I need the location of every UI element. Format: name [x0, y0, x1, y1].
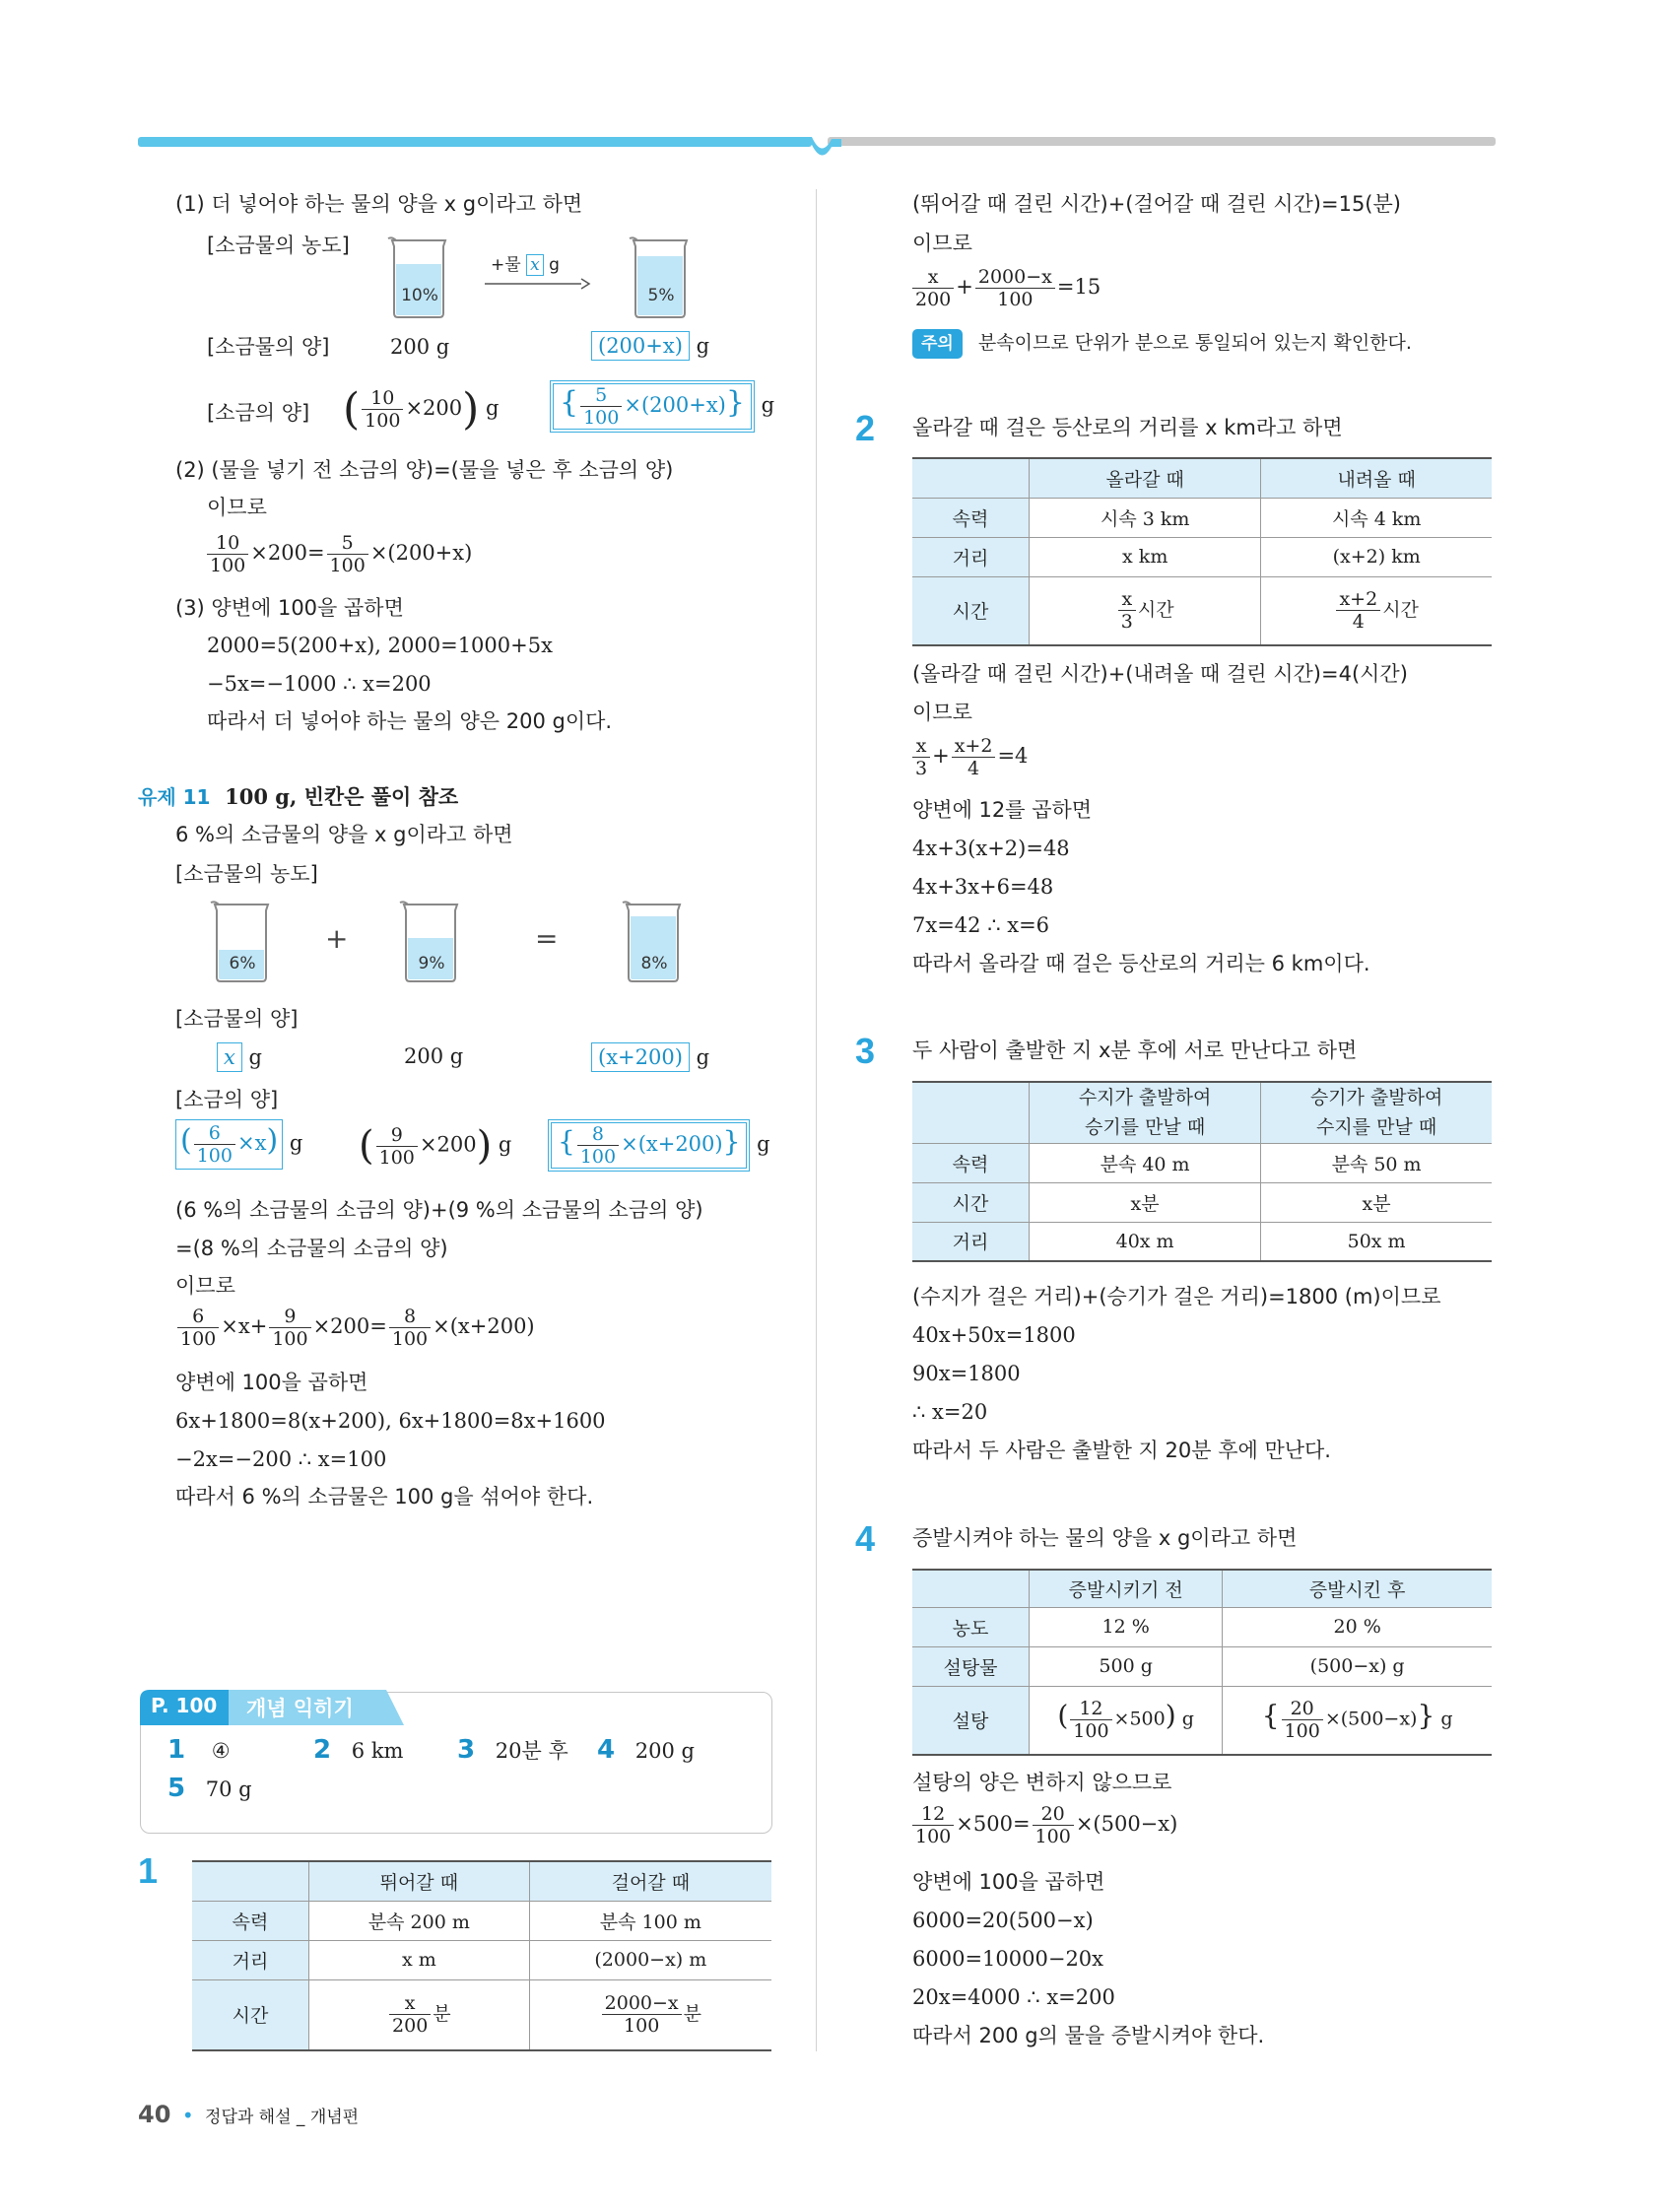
q4-line5: 20x=4000 ∴ x=200: [912, 1985, 1115, 2009]
q4-s1-den: 100: [1073, 1720, 1109, 1743]
concept-answer-5-num: 5: [167, 1774, 186, 1803]
example-eq-d3: 100: [391, 1328, 429, 1350]
q4-s1-unit: g: [1181, 1708, 1194, 1730]
p2-eq-end: ×(200+x): [369, 541, 473, 565]
q2-row-speed-down: 시속 4 km: [1261, 498, 1492, 537]
example-eq-t2: ×200=: [312, 1314, 387, 1338]
water-amount-after-box: (200+x): [591, 331, 690, 361]
question-2-number: 2: [855, 408, 876, 448]
concept-answer-2-num: 2: [313, 1735, 332, 1765]
example-salt-2-den: 100: [378, 1146, 415, 1169]
q2-th-1: 올라갈 때: [1030, 458, 1261, 498]
example-salt-2: ( $\frac{9}{100}$ ×200) g: [359, 1123, 512, 1169]
q1-time2-den: 100: [624, 2015, 660, 2038]
q3-row-time-2: x분: [1261, 1182, 1492, 1222]
arrow-label-var: x: [526, 254, 544, 276]
q2-eq-end: =4: [997, 744, 1029, 768]
example-water-3-unit: g: [696, 1045, 710, 1069]
example-heading: [138, 783, 458, 811]
salt-after-rest: ×(200+x): [624, 393, 726, 417]
concept-answer-3-num: 3: [457, 1735, 476, 1765]
salt-before-num: 10: [362, 387, 403, 410]
example-water-1-unit: g: [248, 1045, 262, 1069]
question-1-number: 1: [138, 1850, 159, 1891]
q3-line2: 40x+50x=1800: [912, 1323, 1076, 1347]
water-amount-after-unit: g: [696, 334, 710, 358]
example-salt-2-rest: ×200: [419, 1132, 477, 1157]
q2-equation: [910, 735, 1028, 779]
salt-before-expr: ( $\frac{10}{100}$ ×200) g: [343, 384, 500, 435]
q3-line4: ∴ x=20: [912, 1400, 988, 1424]
example-salt-2-unit: g: [498, 1132, 512, 1157]
header-notch: [802, 137, 841, 161]
p2-eq-d1: 100: [210, 555, 246, 576]
q4-s1-num: 12: [1070, 1698, 1111, 1720]
q2-eq-n1: x: [912, 735, 930, 758]
example-salt-3-den: 100: [579, 1146, 617, 1168]
q2-row-time-label: 시간: [912, 576, 1030, 645]
header-gray-bar: [828, 137, 1496, 146]
p3-line4: 따라서 더 넣어야 하는 물의 양은 200 g이다.: [207, 709, 613, 733]
q1-equation: [910, 266, 1101, 310]
q1-eq-d2: 100: [997, 289, 1034, 310]
q4-row-solution-before: 500 g: [1030, 1646, 1223, 1686]
concept-title: 개념 익히기: [246, 1697, 354, 1720]
q2-line1: (올라갈 때 걸린 시간)+(내려올 때 걸린 시간)=4(시간): [912, 662, 1408, 686]
q2-t1-num: x: [1118, 588, 1136, 611]
p2-eq-n2: 5: [327, 532, 368, 555]
salt-before-unit: g: [485, 396, 500, 420]
q4-s1-rest: ×500: [1113, 1708, 1166, 1730]
example-salt-3-num: 8: [577, 1123, 619, 1146]
note-line: [912, 329, 1412, 359]
question-3-table: [912, 1081, 1492, 1262]
beaker-8pct-label: 8%: [640, 954, 668, 973]
q1-line1: (뛰어갈 때 걸린 시간)+(걸어갈 때 걸린 시간)=15(분): [912, 192, 1401, 216]
q1-eq-d1: 200: [915, 289, 952, 310]
footer-title: 정답과 해설 _ 개념편: [205, 2108, 360, 2127]
q4-eq-d1: 100: [915, 1826, 952, 1847]
q4-row-sugar-after: { $\frac{20}{100}$ ×(500−x)} g: [1223, 1686, 1492, 1755]
q3-row-dist-1: 40x m: [1030, 1222, 1261, 1261]
q1-time1-unit: 분: [433, 2003, 451, 2026]
q1-row-dist-label: 거리: [192, 1940, 309, 1979]
salt-before-den: 100: [365, 410, 401, 432]
q2-eq-n2: x+2: [952, 735, 996, 758]
example-answer: 100 g, 빈칸은 풀이 참조: [225, 784, 459, 809]
q1-th-2: 걸어갈 때: [529, 1861, 771, 1901]
label-concentration: [소금물의 농도]: [207, 234, 350, 257]
q1-row-speed-walk: 분속 100 m: [529, 1901, 771, 1940]
q4-th-2: 증발시킨 후: [1223, 1570, 1492, 1607]
q1-th-1: 뛰어갈 때: [309, 1861, 530, 1901]
concept-answer-4-num: 4: [597, 1735, 616, 1765]
q1-line2: 이므로: [912, 232, 972, 255]
q4-row-sugar-before: ( $\frac{12}{100}$ ×500) g: [1030, 1686, 1223, 1755]
q2-row-dist-label: 거리: [912, 537, 1030, 576]
example-label-salt: [소금의 양]: [175, 1088, 279, 1111]
p2-eq-n1: 10: [207, 532, 248, 555]
beaker-5pct-label: 5%: [647, 286, 675, 305]
example-water-1-box: x: [217, 1042, 242, 1072]
q1-th-0: [192, 1861, 309, 1901]
q3-row-speed-2: 분속 50 m: [1261, 1143, 1492, 1182]
example-line5: 양변에 100을 곱하면: [175, 1371, 368, 1394]
water-amount-before: 200 g: [390, 335, 450, 359]
example-line1: 6 %의 소금물의 양을 x g이라고 하면: [175, 823, 513, 846]
example-water-3-box: (x+200): [591, 1042, 690, 1072]
q4-eq-end: ×(500−x): [1075, 1812, 1178, 1836]
q4-line3: 6000=20(500−x): [912, 1909, 1094, 1932]
q4-row-solution-after: (500−x) g: [1223, 1646, 1492, 1686]
q2-eq-d1: 3: [915, 758, 928, 779]
q2-row-time-down: [1261, 576, 1492, 645]
concept-answer-1: [167, 1736, 231, 1765]
p2-equation: [205, 532, 472, 576]
q2-th-2: 내려올 때: [1261, 458, 1492, 498]
q3-row-time-label: 시간: [912, 1182, 1030, 1222]
q3-row-speed-1: 분속 40 m: [1030, 1143, 1261, 1182]
q4-row-conc-label: 농도: [912, 1607, 1030, 1646]
q2-line6: 7x=42 ∴ x=6: [912, 913, 1050, 937]
concept-answer-3: [457, 1736, 568, 1765]
example-eq-n1: 6: [177, 1306, 219, 1328]
q3-line1: (수지가 걸은 거리)+(승기가 걸은 거리)=1800 (m)이므로: [912, 1285, 1441, 1308]
example-salt-3-rest: ×(x+200): [621, 1132, 723, 1156]
q1-row-dist-run: x m: [309, 1940, 530, 1979]
q4-s2-unit: g: [1440, 1708, 1453, 1730]
example-eq-n2: 9: [269, 1306, 310, 1328]
q3-intro: 두 사람이 출발한 지 x분 후에 서로 만난다고 하면: [912, 1039, 1358, 1062]
q2-row-time-up: [1030, 576, 1261, 645]
q2-t1-den: 3: [1120, 611, 1133, 634]
q4-equation: [910, 1803, 1177, 1847]
example-eq-d2: 100: [272, 1328, 308, 1350]
concept-answer-1-num: 1: [167, 1735, 186, 1765]
q2-line7: 따라서 올라갈 때 걸은 등산로의 거리는 6 km이다.: [912, 952, 1370, 975]
concept-page: P. 100: [151, 1694, 218, 1717]
p2-line1: (2) (물을 넣기 전 소금의 양)=(물을 넣은 후 소금의 양): [175, 458, 674, 482]
q4-s2-den: 100: [1284, 1720, 1320, 1743]
concept-answer-4-val: 200 g: [634, 1739, 695, 1763]
example-salt-1-num: 6: [194, 1122, 235, 1145]
example-label-water: [소금물의 양]: [175, 1007, 299, 1031]
concept-answer-1-val: ④: [211, 1739, 231, 1763]
concept-answer-5: [167, 1775, 252, 1803]
q1-row-time-label: 시간: [192, 1979, 309, 2050]
q2-line2: 이므로: [912, 701, 972, 724]
q2-t1-unit: 시간: [1137, 599, 1174, 622]
column-divider: [816, 189, 817, 2051]
salt-before-rest: ×200: [405, 396, 463, 420]
page-footer: [138, 2101, 359, 2128]
q4-line2: 양변에 100을 곱하면: [912, 1870, 1105, 1894]
q1-eq-end: =15: [1056, 275, 1101, 299]
label-water-amount: [소금물의 양]: [207, 335, 330, 359]
q1-row-speed-run: 분속 200 m: [309, 1901, 530, 1940]
q4-eq-mid: ×500=: [956, 1812, 1031, 1836]
q3-row-dist-2: 50x m: [1261, 1222, 1492, 1261]
q4-eq-n1: 12: [912, 1803, 954, 1826]
salt-after-num: 5: [580, 384, 622, 407]
q2-row-dist-up: x km: [1030, 537, 1261, 576]
q2-t2-den: 4: [1352, 611, 1365, 634]
salt-after-expr: { $\frac{5}{100}$ ×(200+x)} g: [550, 380, 774, 433]
example-label-conc: [소금물의 농도]: [175, 862, 318, 886]
q3-row-time-1: x분: [1030, 1182, 1261, 1222]
question-4-table: [912, 1569, 1492, 1756]
example-line7: −2x=−200 ∴ x=100: [175, 1447, 387, 1471]
p3-line2: 2000=5(200+x), 2000=1000+5x: [207, 634, 553, 657]
p2-eq-d2: 100: [329, 555, 366, 576]
q1-time1-den: 200: [392, 2015, 429, 2038]
q4-row-conc-after: 20 %: [1223, 1607, 1492, 1646]
q4-row-conc-before: 12 %: [1030, 1607, 1223, 1646]
q2-eq-plus: +: [932, 744, 950, 768]
q2-row-speed-up: 시속 3 km: [1030, 498, 1261, 537]
example-salt-1-rest: ×x: [236, 1131, 267, 1155]
q3-line5: 따라서 두 사람은 출발한 지 20분 후에 만난다.: [912, 1439, 1331, 1462]
q1-time2-unit: 분: [683, 2003, 702, 2026]
footer-dot: •: [181, 2104, 194, 2127]
salt-after-den: 100: [583, 407, 620, 429]
q3-th-1b: 승기를 만날 때: [1084, 1116, 1206, 1139]
q4-line1: 설탕의 양은 변하지 않으므로: [912, 1771, 1172, 1794]
q3-th-2: [1261, 1082, 1492, 1143]
q3-line3: 90x=1800: [912, 1362, 1021, 1385]
q3-row-speed-label: 속력: [912, 1143, 1030, 1182]
q4-s2-rest: ×(500−x): [1324, 1708, 1418, 1730]
p2-eq-mid: ×200=: [250, 541, 325, 565]
example-salt-3: { $\frac{8}{100}$ ×(x+200)} g: [548, 1119, 770, 1172]
note-badge: 주의: [912, 329, 963, 359]
question-4-number: 4: [855, 1518, 876, 1559]
q3-th-1: [1030, 1082, 1261, 1143]
note-text: 분속이므로 단위가 분으로 통일되어 있는지 확인한다.: [977, 332, 1412, 354]
q4-eq-n2: 20: [1033, 1803, 1074, 1826]
q1-eq-plus: +: [956, 275, 973, 299]
q1-row-time-walk: [529, 1979, 771, 2050]
example-line3: =(8 %의 소금물의 소금의 양): [175, 1237, 448, 1260]
example-water-2: 200 g: [404, 1044, 464, 1068]
q2-line5: 4x+3x+6=48: [912, 875, 1054, 899]
q1-eq-n2: 2000−x: [975, 266, 1055, 289]
q2-line3: 양변에 12를 곱하면: [912, 798, 1093, 822]
q3-row-dist-label: 거리: [912, 1222, 1030, 1261]
q4-row-solution-label: 설탕물: [912, 1646, 1030, 1686]
beaker-10pct-label: 10%: [401, 286, 438, 305]
q3-th-1a: 수지가 출발하여: [1078, 1087, 1212, 1109]
q1-time1-num: x: [389, 1992, 431, 2015]
q4-th-1: 증발시키기 전: [1030, 1570, 1223, 1607]
q3-th-0: [912, 1082, 1030, 1143]
p1-line1: (1) 더 넣어야 하는 물의 양을 x g이라고 하면: [175, 192, 583, 216]
q1-row-time-run: [309, 1979, 530, 2050]
plus-sign: +: [325, 922, 349, 955]
example-salt-1-den: 100: [196, 1145, 233, 1167]
q2-t2-num: x+2: [1336, 588, 1380, 611]
example-salt-3-unit: g: [757, 1132, 770, 1156]
beaker-10pct-icon: [386, 235, 451, 319]
example-eq-t1: ×x+: [221, 1314, 268, 1338]
p3-line3: −5x=−1000 ∴ x=200: [207, 672, 432, 696]
example-salt-1-unit: g: [289, 1131, 303, 1155]
q4-line4: 6000=10000−20x: [912, 1947, 1104, 1971]
q2-row-dist-down: (x+2) km: [1261, 537, 1492, 576]
p2-line2: 이므로: [207, 496, 267, 519]
concept-answer-4: [597, 1736, 695, 1765]
example-line8: 따라서 6 %의 소금물은 100 g을 섞어야 한다.: [175, 1485, 594, 1508]
q2-eq-d2: 4: [967, 758, 980, 779]
example-eq-t3: ×(x+200): [433, 1314, 535, 1338]
equals-sign: =: [535, 922, 559, 955]
question-3-number: 3: [855, 1031, 876, 1071]
q1-time2-num: 2000−x: [602, 1992, 682, 2015]
example-eq-d1: 100: [180, 1328, 217, 1350]
salt-after-unit: g: [761, 393, 775, 417]
label-salt-amount: [소금의 양]: [207, 401, 310, 425]
q2-t2-unit: 시간: [1382, 599, 1419, 622]
example-tag: 유제 11: [138, 785, 211, 809]
example-equation: [175, 1306, 535, 1350]
example-salt-2-num: 9: [376, 1124, 418, 1147]
concept-answer-2: [313, 1736, 403, 1765]
q2-th-0: [912, 458, 1030, 498]
example-salt-1: ( $\frac{6}{100}$ ×x) g: [175, 1119, 302, 1170]
q2-intro: 올라갈 때 걸은 등산로의 거리를 x km라고 하면: [912, 416, 1343, 439]
beaker-6pct-label: 6%: [229, 954, 256, 973]
q4-row-sugar-label: 설탕: [912, 1686, 1030, 1755]
header-accent-bar: [138, 137, 812, 147]
beaker-5pct-icon: [628, 235, 693, 319]
example-line4: 이므로: [175, 1274, 235, 1298]
q1-row-speed-label: 속력: [192, 1901, 309, 1940]
q1-row-dist-walk: (2000−x) m: [529, 1940, 771, 1979]
example-water-3: [591, 1042, 709, 1072]
water-amount-after: [591, 331, 709, 361]
beaker-9pct-label: 9%: [418, 954, 445, 973]
arrow-label-unit: g: [549, 255, 560, 275]
q1-eq-n1: x: [912, 266, 954, 289]
question-1-table: [192, 1860, 771, 2051]
question-2-table: [912, 457, 1492, 646]
concept-answer-3-val: 20분 후: [495, 1739, 568, 1763]
example-water-1: [217, 1042, 262, 1072]
example-eq-n3: 8: [389, 1306, 431, 1328]
q4-s2-num: 20: [1282, 1698, 1323, 1720]
example-line2: (6 %의 소금물의 소금의 양)+(9 %의 소금물의 소금의 양): [175, 1198, 703, 1222]
arrow-label-pre: +물: [491, 255, 521, 275]
q3-th-2a: 승기가 출발하여: [1309, 1087, 1443, 1109]
q2-row-speed-label: 속력: [912, 498, 1030, 537]
example-line6: 6x+1800=8(x+200), 6x+1800=8x+1600: [175, 1409, 606, 1433]
q4-th-0: [912, 1570, 1030, 1607]
q3-th-2b: 수지를 만날 때: [1315, 1116, 1437, 1139]
q4-line6: 따라서 200 g의 물을 증발시켜야 한다.: [912, 2024, 1265, 2047]
concept-answer-5-val: 70 g: [205, 1777, 252, 1801]
right-arrow-icon: [483, 277, 591, 291]
p3-line1: (3) 양변에 100을 곱하면: [175, 596, 404, 620]
q4-intro: 증발시켜야 하는 물의 양을 x g이라고 하면: [912, 1526, 1298, 1550]
arrow-label: [491, 250, 560, 276]
concept-answer-2-val: 6 km: [351, 1739, 404, 1763]
q4-eq-d2: 100: [1034, 1826, 1071, 1847]
page-number: 40: [138, 2101, 171, 2128]
q2-line4: 4x+3(x+2)=48: [912, 837, 1070, 860]
